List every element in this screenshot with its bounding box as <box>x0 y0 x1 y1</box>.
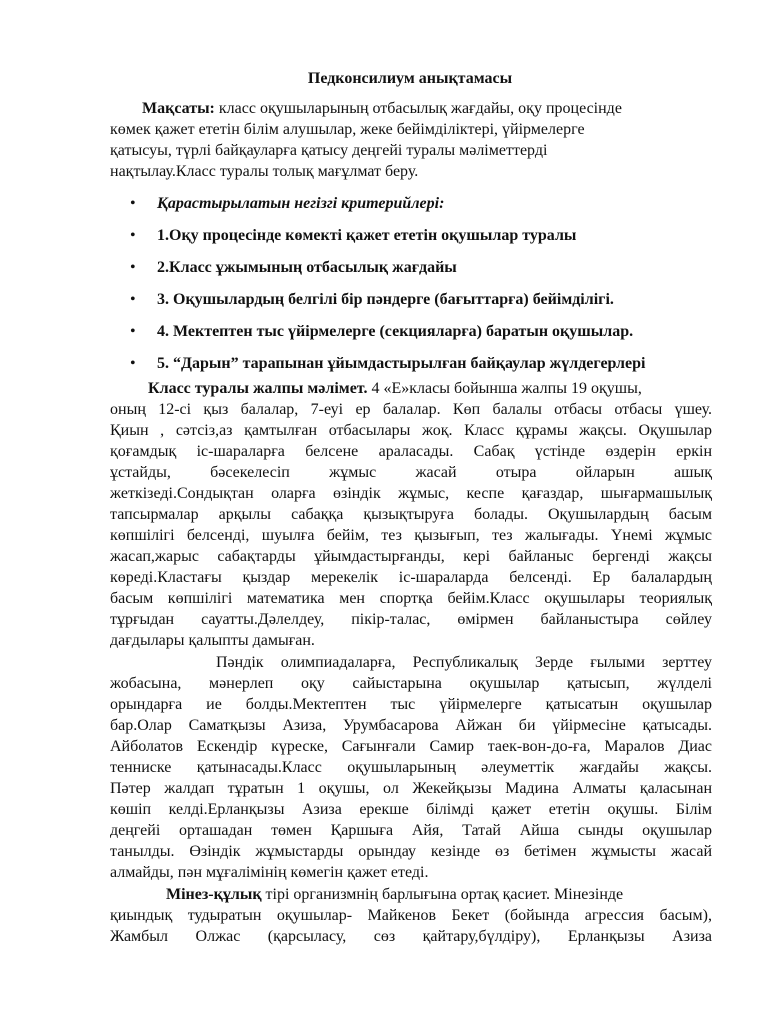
aim-line: класс оқушыларының отбасылық жағдайы, оқу процесінде <box>214 100 622 117</box>
olympiad-paragraph: Пәндік олимпиадаларға, Республикалық Зерде ғылыми зерттеу жобасына, мәнерлеп оқу сайыстарына оқушылар қатысып, жүлделі орындарға ие болды.Мектептен тыс үйірмелерге қатысатын оқушылар бар.Олар Саматқызы Азиза, Урумбасарова Айжан би үйірмесіне қатысады. Айболатов Ескендір күреске, Сағынғали Самир таек-вон-до-ға, Маралов Диас тенниске қатынасады.Класс оқушыларының әлеуметтік жағдайы жақсы. Пәтер жалдап тұратын 1 оқушы, ол Жекейқызы Мадина Алматы қаласынан көшіп келді.Ерланқызы Азиза ерекше білімді қажет ететін оқушы. Білім деңгейі орташадан төмен Қаршыға Айя, Татай Айша сынды оқушылар танылды. Өзіндік жұмыстарды орындау кезінде өз бетімен жұмысты жасай алмайды, пән мұғалімінің көмегін қажет етеді. <box>110 654 712 881</box>
criteria-list <box>130 192 730 384</box>
bullet-icon: • <box>130 355 136 372</box>
bullet-icon: • <box>130 323 136 340</box>
behavior-label: Мінез-құлық <box>166 886 262 903</box>
bullet-icon: • <box>130 195 136 212</box>
aim-line: нақтылау.Класс туралы толық мағұлмат беру. <box>110 163 419 180</box>
general-info-label: Класс туралы жалпы мәлімет. <box>148 380 368 397</box>
list-item: • 2.Класс ұжымының отбасылық жағдайы <box>130 256 730 288</box>
aim-line: қатысуы, түрлі байқауларға қатысу деңгейі туралы мәліметтерді <box>110 142 548 159</box>
document-title: Педконсилиум анықтамасы <box>307 70 513 87</box>
list-item: • 5. “Дарын” тарапынан ұйымдастырылған байқаулар жүлдегерлері <box>130 352 730 384</box>
aim-label: Мақсаты: <box>142 100 215 117</box>
bullet-icon: • <box>130 291 136 308</box>
general-info-paragraph: Класс туралы жалпы мәлімет. 4 «Е»класы бойынша жалпы 19 оқушы, оның 12-сі қыз балалар, 7-еуі ер балалар. Көп балалы отбасы отбасы үшеу. Қиын , сәтсіз,аз қамтылған отбасылары жоқ. Класс құрамы жақсы. Оқушылар қоғамдық іс-шараларға белсене араласады. Сабақ үстінде өздерін еркін ұстайды, бәсекелесіп жұмыс жасай отыра ойларын ашық жеткізеді.Сондықтан оларға өзіндік жұмыс, кеспе қағаздар, шығармашылық тапсырмалар арқылы сабаққа қызықтыруға болады. Оқушылардың басым көпшілігі белсенді, шуылға бейім, тез қызығып, тез жалығады. Үнемі жұмыс жасап,жарыс сабақтарды ұйымдастырғанды, кері байланыс бергенді жақсы көреді.Кластағы қыздар мерекелік іс-шараларда белсенді. Ер балалардың басым көпшілігі математика мен спортқа бейім.Класс оқушылары теориялық тұрғыдан сауатты.Дәлелдеу, пікір-талас, өмірмен байланыстыра сөйлеу дағдылары қалыпты дамыған. <box>110 380 712 649</box>
bullet-icon: • <box>130 227 136 244</box>
list-item: • 1.Оқу процесінде көмекті қажет ететін оқушылар туралы <box>130 224 730 256</box>
list-item: • Қарастырылатын негізгі критерийлері: <box>130 192 730 224</box>
aim-line: көмек қажет ететін білім алушылар, жеке бейімділіктері, үйірмелерге <box>110 121 585 138</box>
list-item: • 3. Оқушылардың белгілі бір пәндерге (бағыттарға) бейімділігі. <box>130 288 730 320</box>
behavior-paragraph: Мінез-құлық тірі организмнің барлығына ортақ қасиет. Мінезінде қиындық тудыратын оқушылар- Майкенов Бекет (бойында агрессия басым), Жамбыл Олжас (қарсыласу, сөз қайтару,бүлдіру), Ерланқызы Азиза <box>110 886 712 945</box>
list-item: • 4. Мектептен тыс үйірмелерге (секцияларға) баратын оқушылар. <box>130 320 730 352</box>
aim-paragraph <box>110 98 710 182</box>
bullet-icon: • <box>130 259 136 276</box>
